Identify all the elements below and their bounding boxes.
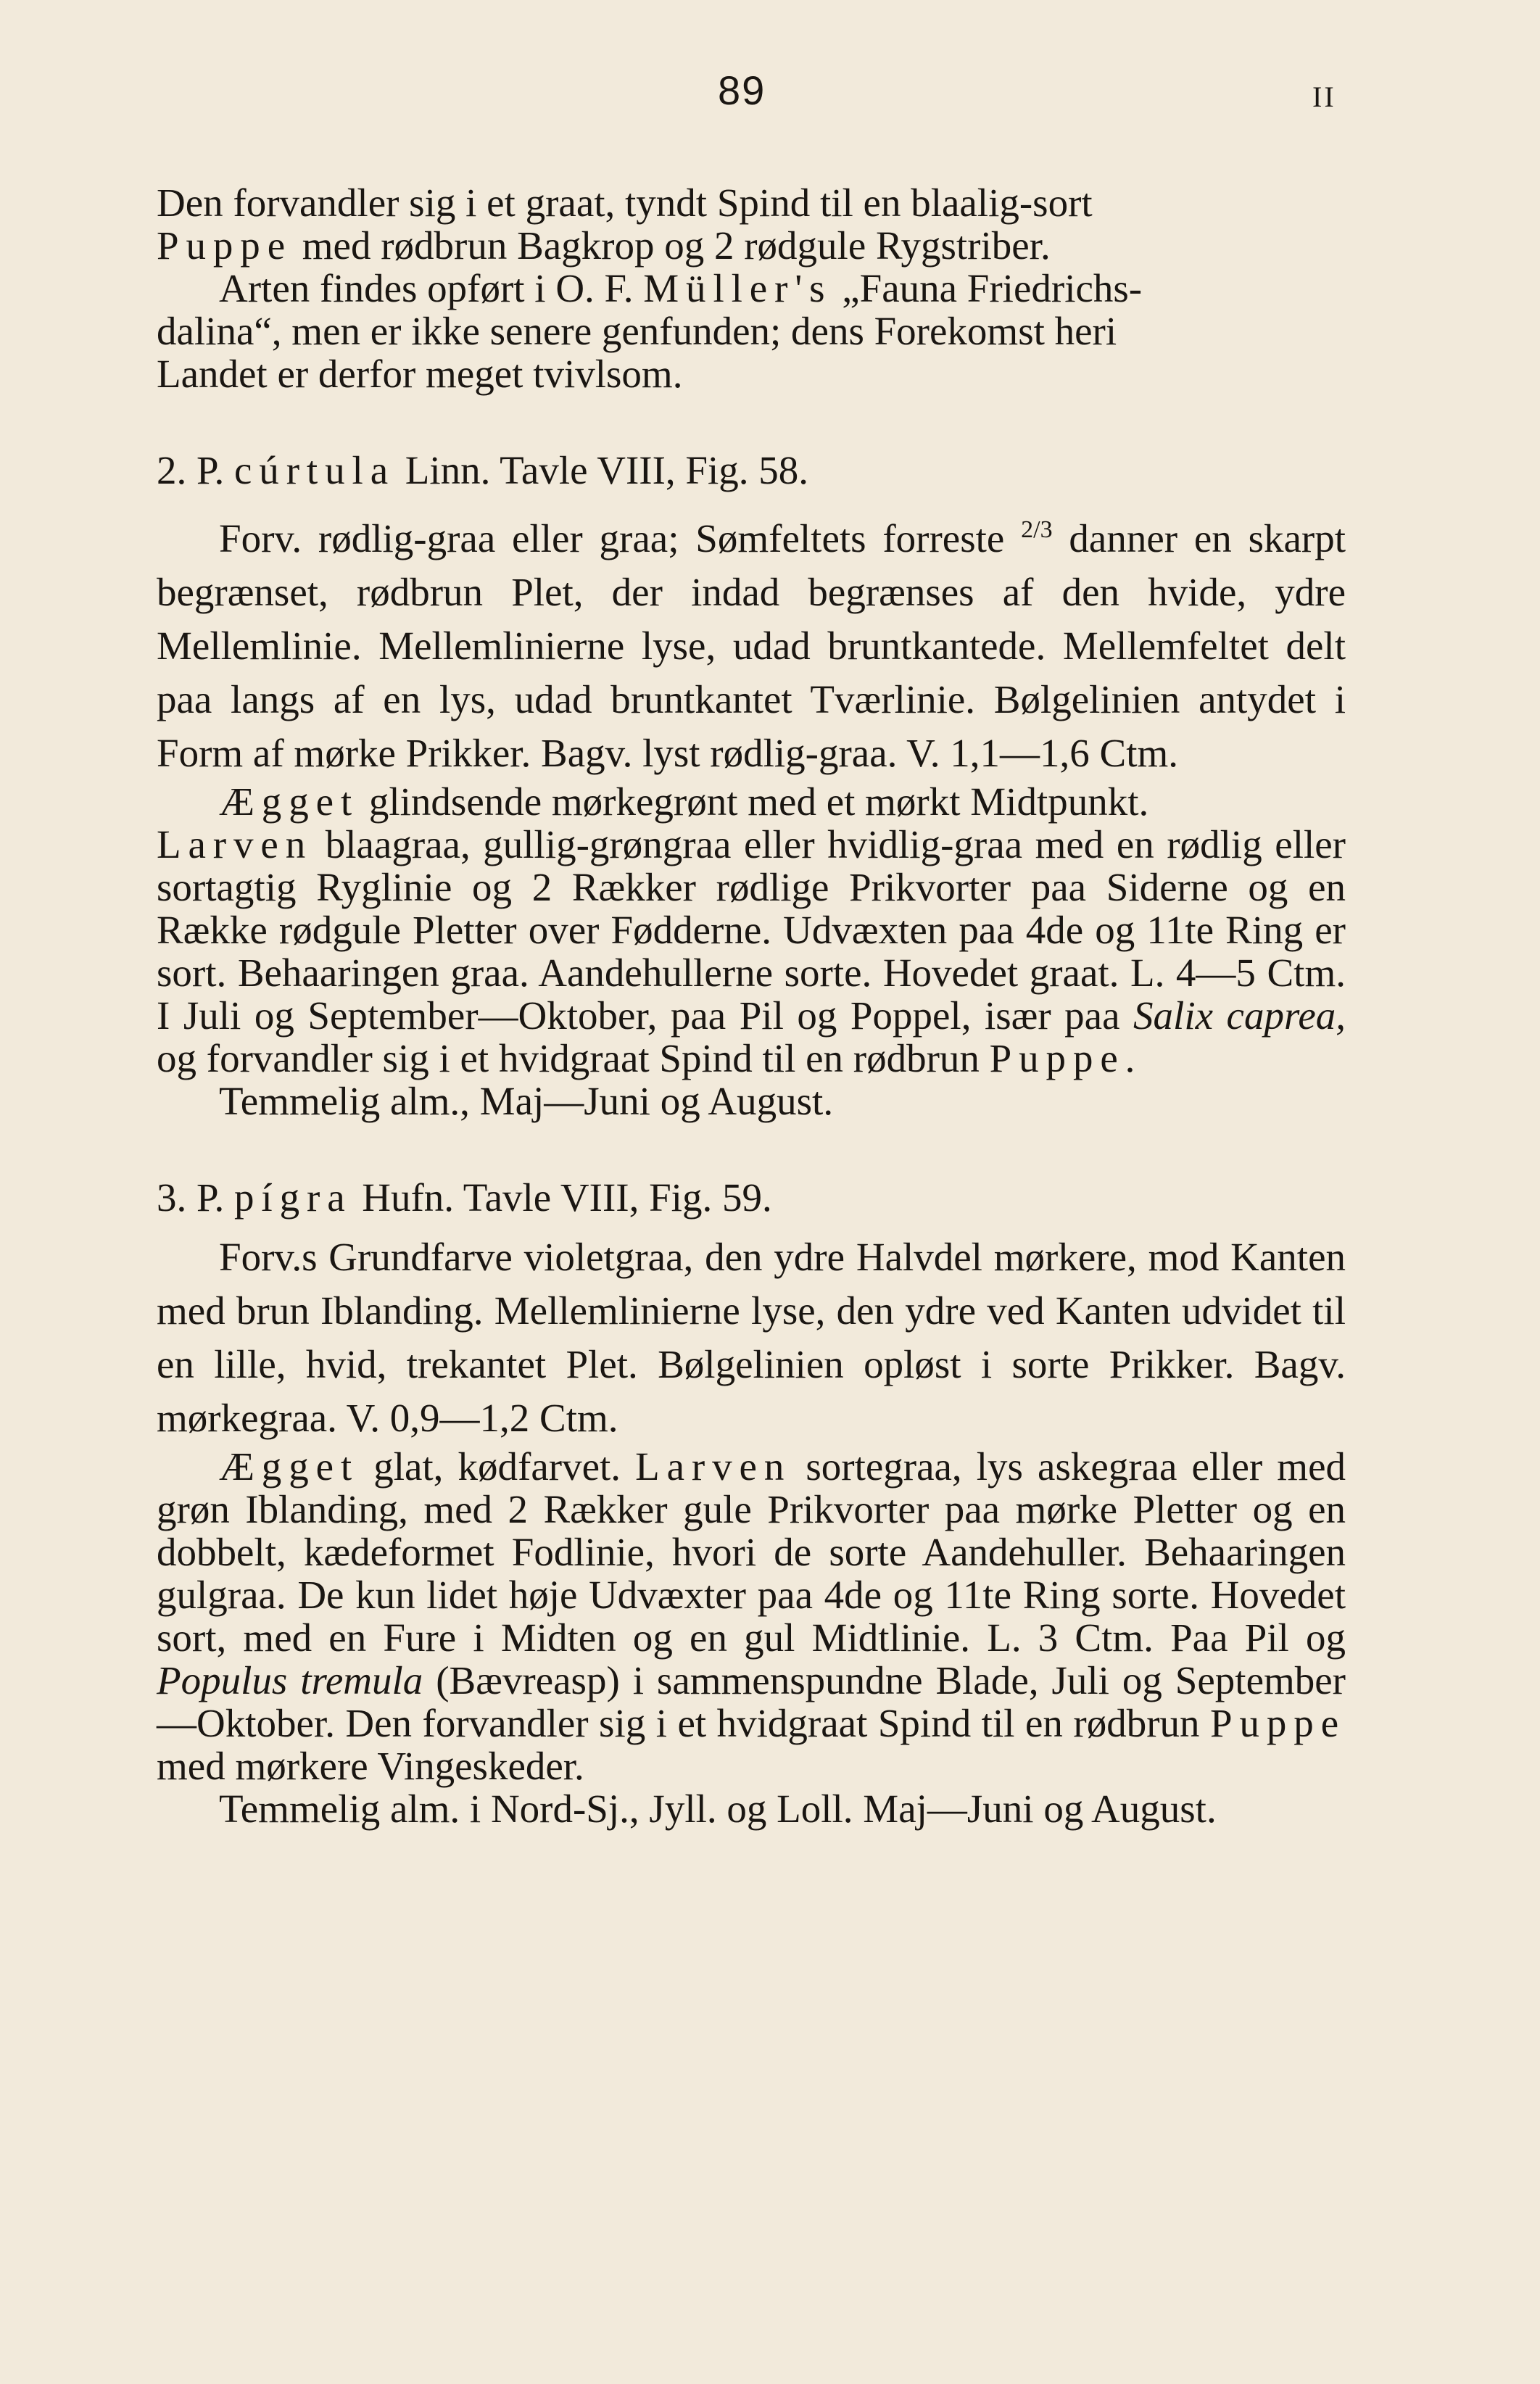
text: Linn. Tavle VIII, Fig. 58. [395, 448, 809, 492]
intro-paragraph [157, 181, 1346, 395]
page-number: 89 [718, 67, 766, 113]
larva-description [157, 1445, 1346, 1787]
text: danner en skarpt begrænset, rødbrun Plet, der indad begrænses af den hvide, ydre Mellemlinie. Mellemlinierne lyse, udad bruntkantede. Mellemfeltet delt paa langs af en lys, udad bruntkantet Tværlinie. Bølgelinien antydet i Form af mørke Prikker. Bagv. lyst rødlig-graa. V. 1,1—1,6 Ctm. [157, 516, 1346, 775]
spacer [157, 1122, 1346, 1176]
intro-line [157, 352, 1346, 395]
forewing-description [157, 1230, 1346, 1445]
text: Temmelig alm. i Nord-Sj., Jyll. og Loll. Maj—Juni og August. [219, 1787, 1217, 1831]
spaced-term: Larven [157, 822, 313, 866]
latin-name: Populus tremula [157, 1658, 423, 1702]
text: dalina“, men er ikke senere genfunden; dens Forekomst heri [157, 309, 1117, 353]
frequency-note [157, 1080, 1346, 1122]
text: glat, kødfarvet. [359, 1444, 636, 1489]
text: 3. P. [157, 1175, 234, 1220]
text: blaagraa, gullig-grøngraa eller hvidlig-graa med en rødlig eller sortagtig Ryglinie og 2 Rækker rødlige Prikvorter paa Siderne og en Række rødgule Pletter over Fødderne. Udvæxten paa 4de og 11te Ring er sort. Behaaringen graa. Aandehullerne sorte. Hovedet graat. L. 4—5 Ctm. I Juli og September—Oktober, paa Pil og Poppel, især paa [157, 822, 1346, 1038]
author-name: Müller's [643, 266, 832, 310]
spaced-term: Ægget [219, 1444, 360, 1489]
forewing-description [157, 503, 1346, 780]
intro-line [157, 267, 1346, 310]
latin-name: Salix caprea, [1133, 993, 1346, 1038]
intro-line [157, 310, 1346, 352]
text: Den forvandler sig i et graat, tyndt Spind til en blaalig-sort [157, 181, 1093, 225]
text: og forvandler sig i et hvidgraat Spind til en rødbrun [157, 1036, 990, 1080]
larva-description [157, 823, 1346, 1080]
signature-mark: II [1312, 80, 1336, 113]
text: Arten findes opført i O. F. [219, 266, 644, 310]
intro-line [157, 181, 1346, 224]
frequency-note [157, 1787, 1346, 1830]
spacer [157, 492, 1346, 503]
page-header [0, 67, 1540, 132]
species-name: cúrtula [234, 448, 396, 492]
page-body [157, 181, 1346, 1830]
spaced-term: Puppe [1210, 1701, 1346, 1745]
species-entry-2 [157, 449, 1346, 1122]
spaced-term: Puppe [157, 223, 292, 268]
egg-description [157, 780, 1346, 823]
species-name: pígra [234, 1175, 352, 1220]
species-heading [157, 1176, 1346, 1219]
text: Landet er derfor meget tvivlsom. [157, 352, 683, 396]
text: Forv.s Grundfarve violetgraa, den ydre Halvdel mørkere, mod Kanten med brun Iblanding. Mellemlinierne lyse, den ydre ved Kanten udvidet til en lille, hvid, trekantet Plet. Bølgelinien opløst i sorte Prikker. Bagv. mørkegraa. V. 0,9—1,2 Ctm. [157, 1235, 1346, 1440]
spaced-term: Ægget [219, 779, 360, 824]
text: 2. P. [157, 448, 234, 492]
text: sortegraa, lys askegraa eller med grøn Iblanding, med 2 Rækker gule Prikvorter paa mørke Pletter og en dobbelt, kædeformet Fodlinie, hvori de sorte Aandehuller. Behaaringen gulgraa. De kun lidet høje Udvæxter paa 4de og 11te Ring sorte. Hovedet sort, med en Fure i Midten og en gul Midtlinie. L. 3 Ctm. Paa Pil og [157, 1444, 1346, 1660]
text: „Fauna Friedrichs- [832, 266, 1143, 310]
fraction: 2/3 [1021, 516, 1053, 543]
text: Hufn. Tavle VIII, Fig. 59. [352, 1175, 772, 1220]
spaced-term: Larven [635, 1444, 792, 1489]
species-heading [157, 449, 1346, 492]
text: Forv. rødlig-graa eller graa; Sømfeltets forreste [219, 516, 1022, 560]
species-entry-3 [157, 1176, 1346, 1830]
spaced-term: Puppe. [989, 1036, 1143, 1080]
text: med rødbrun Bagkrop og 2 rødgule Rygstriber. [292, 223, 1051, 268]
spacer [157, 395, 1346, 449]
text: glindsende mørkegrønt med et mørkt Midtpunkt. [359, 779, 1149, 824]
spacer [157, 1219, 1346, 1230]
text: med mørkere Vingeskeder. [157, 1744, 584, 1788]
text: Temmelig alm., Maj—Juni og August. [219, 1079, 834, 1123]
text: (Bævreasp) i sammenspundne Blade, Juli og September—Oktober. Den forvandler sig i et hvidgraat Spind til en rødbrun [157, 1658, 1346, 1745]
intro-line [157, 224, 1346, 267]
